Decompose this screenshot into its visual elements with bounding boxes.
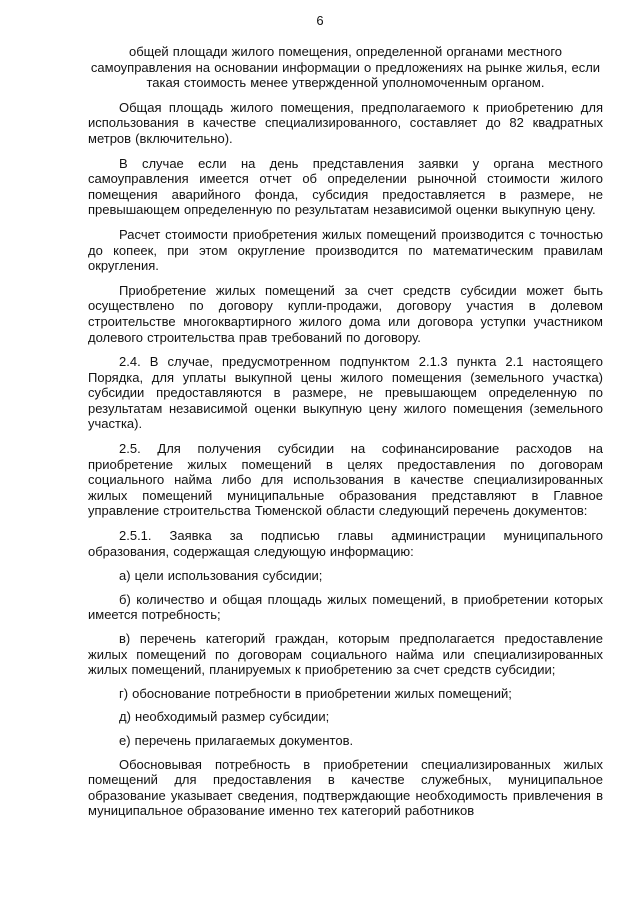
paragraph-area-limit: Общая площадь жилого помещения, предполагаемого к приобретению для использования в качестве специализированного, составляет до 82 квадратных метров (включительно). — [88, 99, 603, 146]
paragraph-justification: Обосновывая потребность в приобретении специализированных жилых помещений для предоставления в качестве служебных, муниципальное образование указывает сведения, подтверждающие необходимость привлечения в муниципальное образование именно тех категорий работников — [88, 756, 603, 819]
paragraph-continuation: общей площади жилого помещения, определенной органами местного самоуправления на основании информации о предложениях на рынке жилья, если такая стоимость менее утвержденной уполномоченным органом. — [90, 44, 601, 91]
list-item-e: е) перечень прилагаемых документов. — [119, 732, 354, 748]
paragraph-purchase-contracts: Приобретение жилых помещений за счет средств субсидии может быть осуществлено по договору купли-продажи, договору участия в долевом строительстве многоквартирного жилого дома или договора уступки участником долевого строительства прав требований по договору. — [88, 282, 603, 345]
paragraph-2-5-1: 2.5.1. Заявка за подписью главы администрации муниципального образования, содержащая следующую информацию: — [88, 528, 603, 559]
list-item-v: в) перечень категорий граждан, которым предполагается предоставление жилых помещений по договорам социального найма или специализированных жилых помещений, планируемых к приобретению за счет средств субсидии; — [88, 631, 603, 678]
document-body — [88, 44, 603, 828]
paragraph-2-5: 2.5. Для получения субсидии на софинансирование расходов на приобретение жилых помещений в целях предоставления по договорам социального найма либо для использования в качестве специализированных жилых помещений муниципальные образования представляют в Главное управление строительства Тюменской области следующий перечень документов: — [88, 441, 603, 519]
list-item-b: б) количество и общая площадь жилых помещений, в приобретении которых имеется потребность; — [88, 591, 603, 623]
list-item-g: г) обоснование потребности в приобретении жилых помещений; — [119, 685, 512, 701]
list-item-d: д) необходимый размер субсидии; — [119, 709, 330, 725]
paragraph-2-4: 2.4. В случае, предусмотренном подпунктом 2.1.3 пункта 2.1 настоящего Порядка, для уплаты выкупной цены жилого помещения (земельного участка) субсидии предоставляются в размере, не превышающем определенную по результатам независимой оценки выкупную цену жилого помещения (земельного участка). — [88, 354, 603, 432]
paragraph-market-valuation: В случае если на день представления заявки у органа местного самоуправления имеется отчет об определении рыночной стоимости жилого помещения аварийного фонда, субсидия предоставляется в размере, не превышающем определенную по результатам независимой оценки выкупную цену. — [88, 155, 603, 218]
list-item-a: а) цели использования субсидии; — [119, 568, 323, 584]
paragraph-rounding: Расчет стоимости приобретения жилых помещений производится с точностью до копеек, при этом округление производится по математическим правилам округления. — [88, 226, 603, 274]
page-number: 6 — [316, 13, 324, 28]
